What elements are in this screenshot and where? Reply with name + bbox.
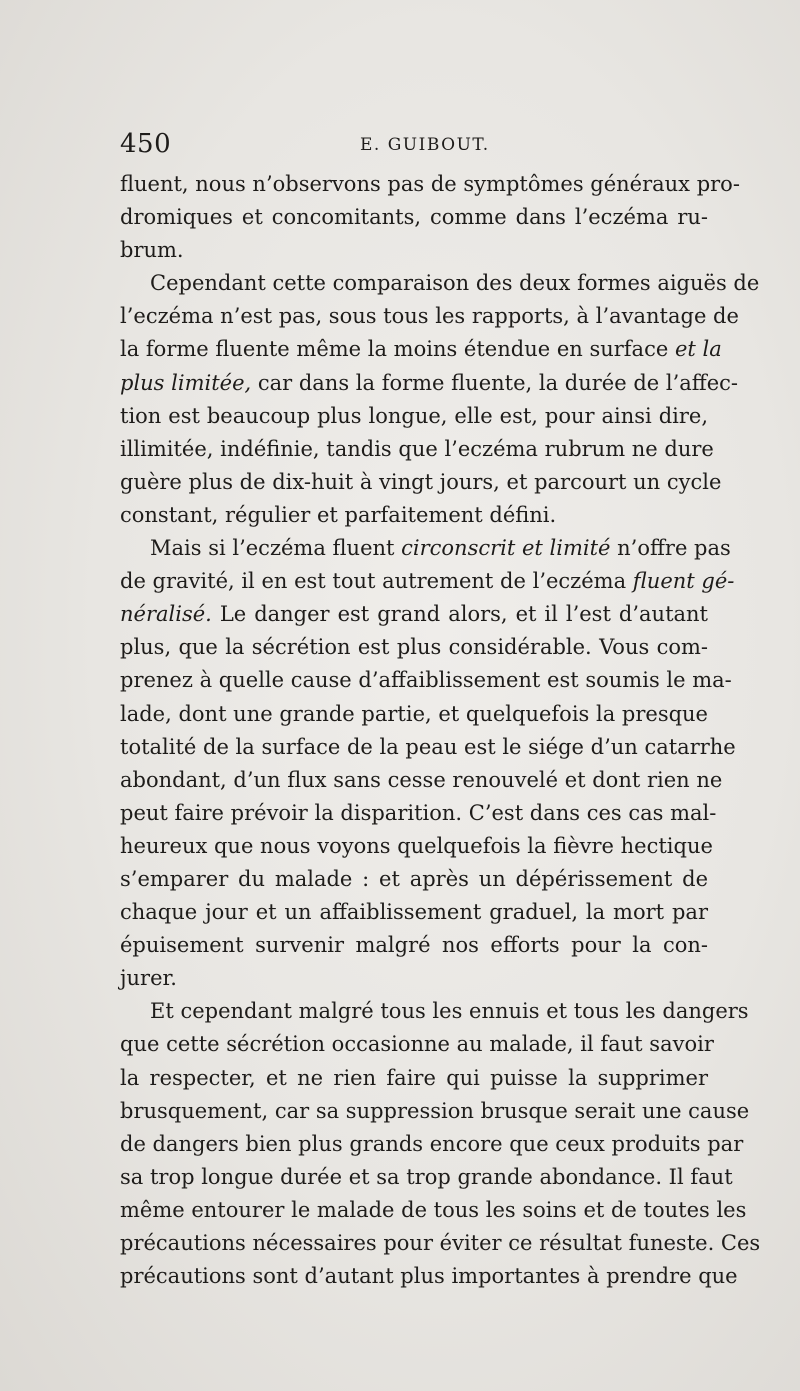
text-line — [120, 565, 735, 598]
text-line — [120, 333, 722, 366]
text-segment: que cette sécrétion occasionne au malade, il faut savoir — [120, 1032, 714, 1057]
text-line — [120, 367, 738, 400]
page-header — [120, 128, 708, 160]
text-segment: illimitée, indéfinie, tandis que l’eczéma rubrum ne dure — [120, 436, 714, 461]
text-line — [120, 863, 708, 896]
text-segment: sa trop longue durée et sa trop grande abondance. Il faut — [120, 1164, 733, 1189]
text-segment: n’offre pas — [610, 536, 731, 561]
page-number: 450 — [120, 129, 172, 159]
text-segment: Mais si l’eczéma fluent — [150, 536, 402, 561]
text-segment: Et cependant malgré tous les ennuis et tous les dangers — [150, 999, 749, 1024]
italic-text: néralisé. — [120, 602, 212, 627]
text-line — [120, 764, 723, 797]
text-line — [120, 1062, 708, 1095]
text-segment: chaque jour et un affaiblissement graduel, la mort par — [120, 900, 708, 925]
text-segment: brum. — [120, 238, 184, 263]
text-segment: la respecter, et ne rien faire qui puisse la supprimer — [120, 1065, 708, 1090]
text-segment: Le danger est grand alors, et il l’est d’autant — [211, 602, 708, 627]
text-line — [120, 797, 717, 830]
text-line — [120, 1260, 738, 1293]
text-segment: brusquement, car sa suppression brusque serait une cause — [120, 1098, 750, 1123]
text-segment: dromiques et concomitants, comme dans l’eczéma ru- — [120, 205, 708, 230]
italic-text: circonscrit et limité — [401, 536, 611, 561]
text-segment: s’emparer du malade : et après un dépérissement de — [120, 866, 708, 891]
text-line — [120, 731, 736, 764]
text-segment: lade, dont une grande partie, et quelquefois la presque — [120, 701, 708, 726]
text-line — [120, 300, 739, 333]
text-segment: car dans la forme fluente, la durée de l’affec- — [251, 370, 738, 395]
text-line — [120, 201, 708, 234]
text-line — [120, 433, 714, 466]
text-segment: précautions sont d’autant plus importantes à prendre que — [120, 1264, 738, 1289]
text-segment: prenez à quelle cause d’affaiblissement est soumis le ma- — [120, 668, 732, 693]
text-line — [120, 168, 740, 201]
text-line — [120, 267, 760, 300]
italic-text: et la — [674, 337, 722, 362]
text-line — [120, 962, 708, 995]
text-segment: Cependant cette comparaison des deux formes aiguës de — [150, 271, 760, 296]
text-segment: de dangers bien plus grands encore que ceux produits par — [120, 1131, 744, 1156]
text-line — [120, 1227, 761, 1260]
text-line — [120, 1194, 747, 1227]
text-line — [120, 234, 708, 267]
italic-text: plus limitée, — [120, 370, 252, 395]
text-line — [120, 499, 708, 532]
text-segment: l’eczéma n’est pas, sous tous les rapports, à l’avantage de — [120, 304, 739, 329]
text-line — [120, 698, 708, 731]
text-segment: la forme fluente même la moins étendue en surface — [120, 337, 675, 362]
text-segment: peut faire prévoir la disparition. C’est dans ces cas mal- — [120, 800, 717, 825]
text-line — [120, 1128, 744, 1161]
text-segment: jurer. — [120, 966, 177, 991]
italic-text: fluent gé- — [632, 569, 735, 594]
text-line — [120, 400, 708, 433]
text-segment: totalité de la surface de la peau est le siége d’un catarrhe — [120, 734, 736, 759]
text-segment: fluent, nous n’observons pas de symptômes généraux pro- — [120, 172, 740, 196]
text-segment: précautions nécessaires pour éviter ce résultat funeste. Ces — [120, 1231, 761, 1255]
text-segment: heureux que nous voyons quelquefois la fièvre hectique — [120, 833, 713, 858]
text-line — [120, 1161, 733, 1194]
text-line — [120, 896, 708, 929]
running-head: E. GUIBOUT. — [360, 135, 490, 155]
text-segment: abondant, d’un flux sans cesse renouvelé et dont rien ne — [120, 767, 723, 792]
text-line — [120, 830, 713, 863]
text-line — [120, 532, 731, 565]
text-line — [120, 1095, 750, 1128]
text-line — [120, 664, 732, 697]
text-segment: de gravité, il en est tout autrement de l’eczéma — [120, 569, 633, 594]
text-segment: constant, régulier et parfaitement défini. — [120, 502, 557, 527]
body-text — [120, 168, 761, 1293]
text-segment: tion est beaucoup plus longue, elle est, pour ainsi dire, — [120, 403, 708, 428]
text-line — [120, 929, 708, 962]
text-line — [120, 466, 722, 499]
text-segment: guère plus de dix-huit à vingt jours, et parcourt un cycle — [120, 469, 722, 494]
text-segment: même entourer le malade de tous les soins et de toutes les — [120, 1197, 747, 1222]
text-line — [120, 995, 749, 1028]
text-line — [120, 1028, 714, 1061]
text-line — [120, 631, 708, 664]
text-segment: épuisement survenir malgré nos efforts pour la con- — [120, 933, 708, 958]
text-line — [120, 598, 708, 631]
text-segment: plus, que la sécrétion est plus considérable. Vous com- — [120, 635, 708, 660]
